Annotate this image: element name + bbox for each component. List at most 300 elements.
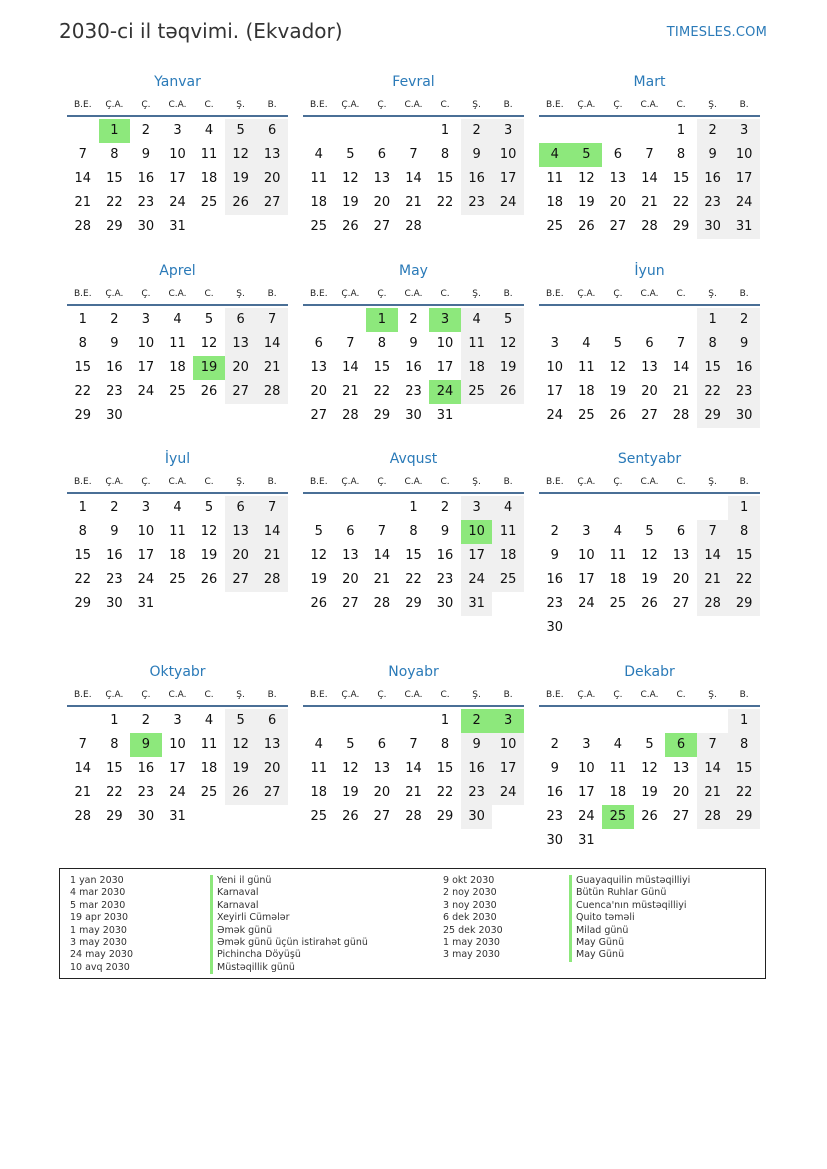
legend-entry: Quito təməli	[569, 912, 690, 924]
day-grid	[539, 119, 760, 239]
weekday-header	[303, 685, 524, 707]
weekday-label: Ş.	[236, 690, 245, 700]
day-cell: 4	[461, 308, 493, 332]
day-cell: 21	[256, 356, 288, 380]
day-cell: 28	[342, 408, 359, 423]
day-cell: 25	[578, 408, 595, 423]
empty-cell	[571, 308, 603, 332]
day-cell: 12	[225, 733, 257, 757]
day-cell: 23	[546, 809, 564, 824]
day-cell: 11	[310, 761, 328, 776]
day-cell: 4	[173, 312, 182, 327]
weekday-label: Ç.A.	[341, 477, 360, 487]
day-cell: 16	[106, 360, 123, 375]
weekday-label: C.	[440, 100, 450, 110]
legend-entry: 19 apr 2030	[70, 912, 129, 924]
day-cell: 18	[609, 572, 627, 587]
weekday-label: B.	[503, 477, 513, 487]
weekday-label: B.	[503, 100, 513, 110]
day-cell: 8	[78, 336, 87, 351]
weekday-header	[303, 472, 524, 494]
day-cell: 28	[373, 596, 391, 611]
weekday-label: Ş.	[472, 289, 481, 299]
day-cell: 12	[310, 548, 328, 563]
month-5	[303, 261, 524, 428]
day-cell: 24	[137, 572, 155, 587]
day-cell: 13	[609, 171, 627, 186]
weekday-label: C.A.	[640, 477, 659, 487]
empty-cell	[665, 709, 697, 733]
day-cell: 10	[137, 336, 155, 351]
day-cell: 27	[373, 809, 391, 824]
weekday-label: Ş.	[236, 289, 245, 299]
day-cell: 25	[310, 219, 328, 234]
empty-cell	[602, 496, 634, 520]
day-cell: 3	[728, 119, 760, 143]
day-cell: 3	[582, 524, 591, 539]
day-cell: 27	[609, 219, 627, 234]
day-cell: 16	[461, 167, 493, 191]
day-cell: 3	[461, 496, 493, 520]
month-name: Yanvar	[154, 74, 201, 90]
day-cell: 17	[169, 761, 186, 776]
legend-dates-left	[70, 875, 133, 974]
weekday-header	[67, 284, 288, 306]
empty-cell	[67, 709, 99, 733]
day-cell: 5	[225, 119, 257, 143]
empty-cell	[303, 308, 335, 332]
day-cell: 23	[137, 195, 155, 210]
day-cell: 8	[728, 733, 760, 757]
day-cell: 20	[342, 572, 359, 587]
empty-cell	[398, 709, 430, 733]
day-cell: 7	[256, 308, 288, 332]
weekday-label: Ç.A.	[577, 477, 596, 487]
day-cell: 1	[78, 312, 87, 327]
legend-entry: Karnaval	[210, 887, 368, 899]
day-cell: 10	[169, 737, 186, 752]
weekday-header	[303, 95, 524, 117]
day-cell: 10	[169, 147, 186, 162]
weekday-header	[67, 685, 288, 707]
weekday-label: Ç.A.	[105, 289, 124, 299]
day-cell: 30	[546, 833, 564, 848]
holiday-day: 3	[429, 308, 461, 332]
legend-entry: 2 noy 2030	[443, 887, 497, 899]
day-cell: 10	[728, 143, 760, 167]
day-cell: 10	[546, 360, 564, 375]
day-cell: 21	[697, 568, 729, 592]
day-cell: 13	[225, 332, 257, 356]
day-cell: 23	[106, 384, 123, 399]
day-cell: 10	[492, 143, 524, 167]
empty-cell	[697, 496, 729, 520]
empty-cell	[67, 119, 99, 143]
weekday-label: C.A.	[404, 289, 423, 299]
weekday-label: C.	[440, 477, 450, 487]
day-cell: 14	[342, 360, 359, 375]
day-cell: 12	[225, 143, 257, 167]
day-cell: 5	[314, 524, 323, 539]
day-cell: 7	[256, 496, 288, 520]
empty-cell	[398, 119, 430, 143]
day-cell: 1	[78, 500, 87, 515]
day-cell: 10	[492, 733, 524, 757]
day-cell: 22	[106, 785, 123, 800]
day-cell: 14	[697, 544, 729, 568]
legend-entry: 6 dek 2030	[443, 912, 497, 924]
day-cell: 28	[405, 219, 422, 234]
day-cell: 17	[461, 544, 493, 568]
day-grid	[303, 709, 524, 829]
day-cell: 7	[409, 147, 418, 162]
month-2	[303, 72, 524, 239]
day-cell: 20	[225, 544, 257, 568]
empty-cell	[539, 496, 571, 520]
day-cell: 17	[492, 167, 524, 191]
day-cell: 18	[200, 761, 218, 776]
day-cell: 13	[256, 733, 288, 757]
empty-cell	[303, 496, 335, 520]
day-cell: 14	[641, 171, 658, 186]
day-cell: 31	[578, 833, 595, 848]
day-cell: 7	[697, 733, 729, 757]
day-cell: 18	[310, 195, 328, 210]
day-cell: 5	[225, 709, 257, 733]
weekday-label: B.	[267, 289, 277, 299]
day-cell: 25	[609, 596, 627, 611]
day-cell: 19	[225, 167, 257, 191]
day-cell: 17	[137, 548, 155, 563]
day-cell: 29	[373, 408, 391, 423]
day-cell: 9	[461, 143, 493, 167]
day-cell: 16	[106, 548, 123, 563]
day-cell: 2	[550, 737, 559, 752]
day-cell: 1	[409, 500, 418, 515]
day-cell: 31	[728, 215, 760, 239]
day-cell: 4	[613, 524, 623, 539]
day-cell: 1	[728, 709, 760, 733]
day-cell: 2	[440, 500, 450, 515]
legend-entry: Cuenca'nın müstəqilliyi	[569, 900, 690, 912]
day-cell: 1	[440, 123, 450, 138]
day-cell: 29	[74, 596, 92, 611]
empty-cell	[634, 119, 666, 143]
day-cell: 12	[200, 524, 218, 539]
day-cell: 11	[609, 548, 627, 563]
day-cell: 4	[314, 737, 323, 752]
day-grid	[539, 496, 760, 640]
weekday-label: Ç.	[141, 289, 151, 299]
day-cell: 21	[74, 195, 92, 210]
day-cell: 22	[405, 572, 422, 587]
empty-cell	[602, 308, 634, 332]
day-cell: 12	[641, 761, 658, 776]
weekday-label: C.	[204, 289, 214, 299]
day-cell: 27	[373, 219, 391, 234]
empty-cell	[335, 119, 367, 143]
legend-entry: Xeyirli Cümələr	[210, 912, 368, 924]
weekday-label: Ç.	[613, 690, 623, 700]
weekday-label: C.	[204, 477, 214, 487]
day-cell: 19	[641, 572, 658, 587]
day-cell: 24	[546, 408, 564, 423]
day-cell: 22	[373, 384, 391, 399]
weekday-label: B.	[739, 477, 749, 487]
day-cell: 11	[461, 332, 493, 356]
empty-cell	[335, 709, 367, 733]
day-cell: 21	[74, 785, 92, 800]
day-cell: 17	[436, 360, 454, 375]
weekday-label: B.E.	[73, 477, 92, 487]
legend-entry: 3 may 2030	[443, 949, 500, 961]
holiday-day: 25	[602, 805, 634, 829]
day-cell: 8	[440, 147, 450, 162]
day-cell: 29	[405, 596, 422, 611]
holiday-legend	[59, 868, 766, 979]
day-cell: 6	[613, 147, 623, 162]
day-cell: 24	[578, 596, 595, 611]
day-cell: 18	[578, 384, 595, 399]
legend-entry: 1 yan 2030	[70, 875, 124, 886]
day-cell: 25	[200, 785, 218, 800]
day-cell: 31	[436, 408, 454, 423]
weekday-label: Ç.A.	[105, 477, 124, 487]
day-cell: 6	[377, 147, 387, 162]
day-cell: 2	[697, 119, 729, 143]
day-grid	[303, 308, 524, 428]
weekday-label: Ç.A.	[105, 690, 124, 700]
day-cell: 22	[672, 195, 690, 210]
day-cell: 27	[225, 380, 257, 404]
day-cell: 28	[74, 809, 92, 824]
day-cell: 28	[672, 408, 690, 423]
day-cell: 18	[609, 785, 627, 800]
brand-link[interactable]: TIMESLES.COM	[666, 25, 767, 40]
day-cell: 19	[200, 548, 218, 563]
day-cell: 26	[342, 809, 359, 824]
legend-entry: Əmək günü	[210, 925, 368, 937]
day-cell: 27	[672, 596, 690, 611]
empty-cell	[303, 119, 335, 143]
day-cell: 2	[728, 308, 760, 332]
day-cell: 19	[342, 195, 359, 210]
day-cell: 17	[728, 167, 760, 191]
holiday-day: 3	[492, 709, 524, 733]
holiday-day: 10	[461, 520, 493, 544]
day-cell: 15	[74, 360, 92, 375]
weekday-header	[303, 284, 524, 306]
day-cell: 15	[405, 548, 422, 563]
legend-entry: 9 okt 2030	[443, 875, 495, 886]
day-cell: 17	[169, 171, 186, 186]
weekday-label: C.	[440, 289, 450, 299]
day-cell: 3	[141, 312, 151, 327]
legend-entry: 1 may 2030	[70, 924, 127, 936]
weekday-label: B.E.	[73, 289, 92, 299]
month-9	[539, 449, 760, 640]
day-cell: 6	[645, 336, 654, 351]
weekday-label: Ç.	[377, 690, 387, 700]
day-cell: 6	[676, 524, 686, 539]
day-cell: 8	[78, 524, 87, 539]
day-cell: 16	[436, 548, 454, 563]
day-cell: 7	[78, 737, 87, 752]
legend-entry: 25 dek 2030	[443, 924, 503, 936]
day-cell: 9	[409, 336, 418, 351]
legend-entry: 1 may 2030	[443, 937, 500, 949]
day-cell: 18	[169, 360, 186, 375]
weekday-label: B.	[739, 690, 749, 700]
legend-names-right	[569, 875, 690, 962]
empty-cell	[634, 496, 666, 520]
legend-dates-right	[443, 875, 503, 962]
day-cell: 15	[436, 171, 454, 186]
day-cell: 29	[106, 809, 123, 824]
day-cell: 26	[578, 219, 595, 234]
day-grid	[67, 709, 288, 829]
legend-entry: 3 noy 2030	[443, 899, 497, 911]
weekday-label: B.E.	[309, 100, 328, 110]
day-cell: 26	[310, 596, 328, 611]
day-cell: 23	[697, 191, 729, 215]
day-cell: 15	[106, 171, 123, 186]
weekday-label: B.	[739, 289, 749, 299]
day-grid	[67, 308, 288, 428]
day-cell: 13	[672, 761, 690, 776]
day-cell: 27	[672, 809, 690, 824]
weekday-label: B.E.	[73, 100, 92, 110]
weekday-label: B.E.	[545, 100, 564, 110]
empty-cell	[539, 709, 571, 733]
day-cell: 6	[256, 119, 288, 143]
day-cell: 10	[578, 761, 595, 776]
day-cell: 24	[169, 195, 186, 210]
day-cell: 24	[578, 809, 595, 824]
day-cell: 13	[373, 761, 391, 776]
day-cell: 14	[405, 171, 422, 186]
day-cell: 25	[461, 380, 493, 404]
weekday-label: Ç.A.	[341, 690, 360, 700]
day-cell: 31	[169, 219, 186, 234]
weekday-label: Ç.A.	[341, 289, 360, 299]
day-cell: 5	[492, 308, 524, 332]
day-cell: 20	[310, 384, 328, 399]
day-cell: 28	[74, 219, 92, 234]
weekday-label: Ç.A.	[105, 100, 124, 110]
weekday-label: Ş.	[236, 100, 245, 110]
day-cell: 12	[641, 548, 658, 563]
day-cell: 4	[314, 147, 323, 162]
legend-entry: 3 may 2030	[70, 937, 127, 949]
day-cell: 3	[550, 336, 559, 351]
day-grid	[303, 119, 524, 239]
day-cell: 4	[173, 500, 182, 515]
day-cell: 20	[256, 757, 288, 781]
day-cell: 3	[173, 713, 182, 728]
day-cell: 11	[169, 336, 186, 351]
day-cell: 1	[697, 308, 729, 332]
legend-entry: Milad günü	[569, 925, 690, 937]
day-cell: 17	[578, 785, 595, 800]
day-cell: 23	[546, 596, 564, 611]
day-cell: 12	[200, 336, 218, 351]
weekday-label: C.A.	[168, 100, 187, 110]
day-cell: 14	[373, 548, 391, 563]
legend-entry: 24 may 2030	[70, 949, 134, 961]
day-cell: 9	[110, 336, 119, 351]
day-cell: 13	[641, 360, 658, 375]
weekday-label: B.E.	[309, 477, 328, 487]
legend-entry: Yeni il günü	[210, 875, 368, 887]
weekday-header	[67, 472, 288, 494]
day-cell: 3	[173, 123, 182, 138]
day-cell: 26	[492, 380, 524, 404]
weekday-label: Ç.	[377, 100, 387, 110]
day-cell: 3	[492, 119, 524, 143]
day-cell: 26	[609, 408, 627, 423]
day-cell: 20	[609, 195, 627, 210]
empty-cell	[634, 709, 666, 733]
day-cell: 10	[578, 548, 595, 563]
weekday-label: B.E.	[309, 690, 328, 700]
day-cell: 31	[137, 596, 155, 611]
holiday-day: 19	[193, 356, 225, 380]
day-cell: 30	[728, 404, 760, 428]
day-cell: 16	[405, 360, 422, 375]
weekday-label: Ş.	[472, 477, 481, 487]
day-cell: 22	[728, 568, 760, 592]
day-cell: 5	[613, 336, 623, 351]
day-cell: 29	[697, 404, 729, 428]
day-cell: 29	[728, 805, 760, 829]
day-cell: 25	[169, 572, 186, 587]
day-cell: 16	[137, 171, 155, 186]
day-cell: 1	[440, 713, 450, 728]
day-cell: 13	[256, 143, 288, 167]
day-cell: 27	[310, 408, 328, 423]
empty-cell	[602, 119, 634, 143]
day-cell: 23	[137, 785, 155, 800]
day-cell: 30	[106, 596, 123, 611]
day-cell: 7	[645, 147, 654, 162]
weekday-label: C.A.	[404, 477, 423, 487]
day-cell: 19	[492, 356, 524, 380]
day-cell: 22	[728, 781, 760, 805]
day-cell: 9	[550, 761, 559, 776]
month-6	[539, 261, 760, 428]
weekday-header	[539, 685, 760, 707]
day-cell: 18	[461, 356, 493, 380]
holiday-day: 24	[429, 380, 461, 404]
day-cell: 20	[256, 167, 288, 191]
holiday-day: 1	[366, 308, 398, 332]
day-cell: 9	[697, 143, 729, 167]
day-cell: 26	[342, 219, 359, 234]
day-cell: 12	[342, 171, 359, 186]
weekday-label: C.A.	[640, 289, 659, 299]
day-cell: 2	[141, 123, 151, 138]
weekday-label: C.A.	[168, 289, 187, 299]
day-cell: 26	[641, 596, 658, 611]
weekday-label: Ç.	[613, 100, 623, 110]
day-cell: 19	[609, 384, 627, 399]
day-cell: 13	[373, 171, 391, 186]
day-cell: 25	[200, 195, 218, 210]
day-cell: 23	[461, 191, 493, 215]
month-12	[539, 662, 760, 853]
day-cell: 20	[373, 195, 391, 210]
